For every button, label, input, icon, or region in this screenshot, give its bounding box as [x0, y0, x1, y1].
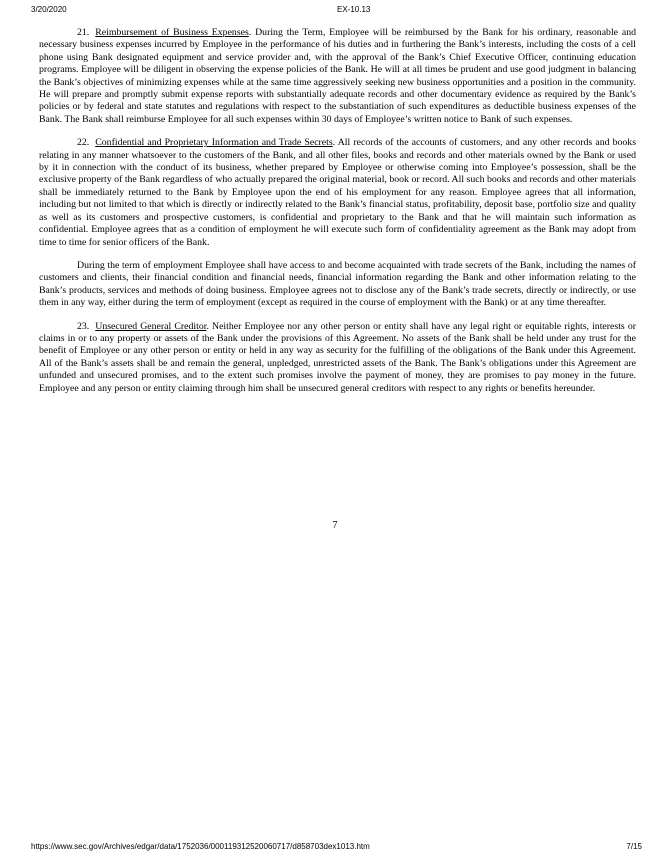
- page-count: 7/15: [626, 842, 642, 851]
- section-number: 23.: [77, 320, 90, 332]
- print-date: 3/20/2020: [31, 5, 67, 14]
- page-number: 7: [332, 520, 338, 531]
- section-number: 22.: [77, 137, 90, 149]
- document-id: EX-10.13: [337, 5, 371, 14]
- section-text: . Neither Employee nor any other person or entity shall have any legal right or equitable rights, interests or claims in or to any property or assets of the Bank under the provisions of this Agreement. No assets of the Bank shall be held under any trust for the benefit of Employee or any other person or entity or held in any way as security for the fulfilling of the obligations of the Bank under this Agreement. All of the Bank’s assets shall be and remain the general, unpledged, unrestricted assets of the Bank. The Bank’s obligations under this Agreement are unfunded and unsecured promises, and to the extent such promises involve the payment of money, they are promises to pay money in the future. Employee and any person or entity claiming through him shall be unsecured general creditors with respect to any rights or benefits hereunder.: [39, 320, 636, 394]
- source-url: https://www.sec.gov/Archives/edgar/data/1752036/000119312520060717/d858703dex1013.htm: [31, 842, 370, 851]
- section-heading: Reimbursement of Business Expenses: [95, 27, 249, 38]
- section-text: . All records of the accounts of customers, and any other records and books relating in any manner whatsoever to the customers of the Bank, and all other files, books and records and other materials owned by the Bank or used by it in connection with the conduct of its business, whether prepared by Employee or otherwise coming into Employee’s possession, shall be the exclusive property of the Bank regardless of who actually prepared the original material, book or record. All such books and records and other materials shall be immediately returned to the Bank by Employee upon the end of his employment for any reason. Employee agrees that all information, including but not limited to that which is directly or indirectly related to the Bank’s financial status, profitability, deposit base, portfolio size and quality as well as its customers and prospective customers, is confidential and proprietary to the Bank and that he will maintain such information as confidential. Employee agrees that as a condition of employment he will execute such form of confidentiality agreement as the Bank may adopt from time to time for senior officers of the Bank.: [39, 137, 637, 248]
- section-text: . During the Term, Employee will be reimbursed by the Bank for his ordinary, reasonable and necessary business expenses incurred by Employee in the performance of his duties and in furthering the Bank’s interests, including the costs of a cell phone using Bank designated equipment and service provider and, with the approval of the Bank’s Chief Executive Officer, continuing education programs. Employee will be diligent in observing the expense policies of the Bank. He will at all times be prudent and use good judgment in balancing the Bank’s objectives of minimizing expenses while at the same time aggressively seeking new business opportunities and a position in the community. He will prepare and promptly submit expense reports with substantially adequate records and other documentary evidence as required by the Bank’s policies or by federal and state statutes and regulations with respect to the substantiation of such expenditures as deductible business expenses of the Bank. The Bank shall reimburse Employee for all such expenses within 30 days of Employee’s written notice to Bank of such expenses.: [39, 27, 636, 125]
- document-body: [39, 27, 636, 406]
- section-heading: Confidential and Proprietary Information and Trade Secrets: [95, 137, 333, 149]
- section-text: During the term of employment Employee shall have access to and become acquainted with trade secrets of the Bank, including the names of customers and clients, their financial condition and financial needs, financial information regarding the Bank and other information relating to the Bank’s products, services and methods of doing business. Employee agrees not to disclose any of the Bank’s trade secrets, directly or indirectly, or use them in any way, either during the term of employment (except as required in the course of employment with the Bank) or at any time thereafter.: [39, 259, 636, 309]
- print-header: [0, 3, 670, 17]
- section-22: [39, 137, 636, 249]
- section-heading: Unsecured General Creditor: [95, 320, 207, 332]
- section-21: [39, 27, 636, 126]
- print-footer: [0, 840, 670, 854]
- section-22-continued: [39, 260, 636, 310]
- section-23: [39, 321, 636, 395]
- section-number: 21.: [77, 27, 90, 38]
